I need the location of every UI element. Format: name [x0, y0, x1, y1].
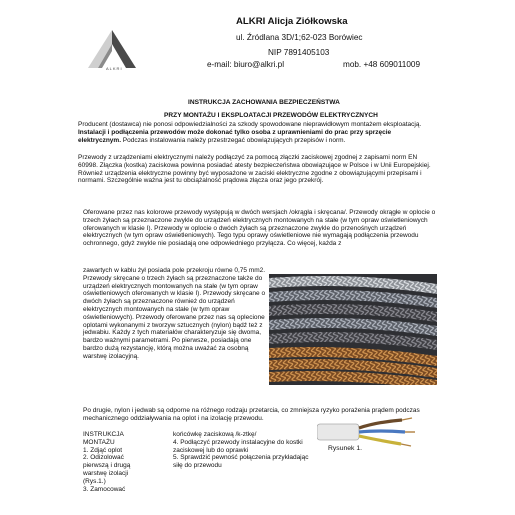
intro-paragraph-2: Przewody z urządzeniami elektrycznymi należy podłączyć za pomocą złączki zaciskowej zgodnej z zapisami norm EN 60998. Złączka (kostka) zaciskowa powinna posiadać atesty bezpieczeństwa obowiązujące w Polsce i w Unii Europejskiej. Również urządzenia elektryczne powinny być wyposażone w zaciski elektryczne zgodne z obowiązującymi przepisami i normami. Szczególnie ważna jest tu obciążalność prądowa złącza oraz jego przekrój.: [78, 154, 431, 185]
stripped-cable-figure: [317, 410, 427, 450]
company-phone: mob. +48 609011009: [343, 60, 421, 69]
doc-subtitle: PRZY MONTAŻU I EKSPLOATACJI PRZEWODÓW ELEKTRYCZNYCH: [164, 112, 378, 119]
alkri-logo: [88, 30, 136, 70]
figure-caption: Rysunek 1.: [328, 445, 363, 452]
company-name: ALKRI Alicja Ziółkowska: [236, 16, 348, 27]
braided-cables-photo: [269, 274, 437, 385]
cables-description-continued: zawartych w kablu żył posiada pole przekroju równe 0,75 mm2. Przewody skręcane o trzech żyłach są przeznaczone także do urządzeń elektrycznych montowanych na stałe (w tym opraw oświetleniowych oferowanych w klasie I). Przewody skręcane o dwóch żyłach są przeznaczone również do urządzeń elektrycznych montowanych na stałe (w tym opraw oświetleniowych). Przewody oferowane przez nas są oplecione oplotami wykonanymi z tworzyw sztucznych (nylon) bądź też z jedwabiu. Każdy z tych materiałów charakteryzuje się dwoma, bardzo ważnymi parametrami. Po pierwsze, posiadają one bardzo dużą rezystancję, którą można uważać za osobną warstwę izolacyjną.: [83, 267, 266, 360]
company-email: e-mail: biuro@alkri.pl: [207, 60, 285, 69]
company-nip: NIP 7891405103: [268, 48, 330, 57]
logo-text: ALKRI: [106, 66, 123, 71]
installation-steps-right: końcówkę zaciskową /k-ztkę/ 4. Podłączyć przewody instalacyjne do kostki zaciskowej lub do oprawki 5. Sprawdzić pewność połączenia przykładając siłę do przewodu: [173, 431, 309, 470]
installation-steps-left: INSTRUKCJA MONTAŻU 1. Zdjąć oplot 2. Odizolować pierwszą i drugą warstwę izolacji (Rys.1.) 3. Zamocować: [83, 431, 131, 493]
cables-description-final: Po drugie, nylon i jedwab są odporne na różnego rodzaju przetarcia, co zmniejsza ryzyko porażenia prądem podczas mechanicznego oddziaływania na oplot i na izolację przewodu.: [83, 407, 420, 422]
intro-paragraph-1: Producent (dostawca) nie ponosi odpowiedzialności za szkody spowodowane nieprawidłowym montażem eksploatacją. Instalacji i podłączenia przewodów może dokonać tylko osoba z uprawnieniami do prac przy sprzęcie elektrycznym. Podczas instalowania należy przestrzegać obowiązujących przepisów i norm.: [78, 121, 422, 144]
company-address: ul. Źródlana 3D/1;62-023 Borówiec: [236, 33, 363, 42]
cables-description: Oferowane przez nas kolorowe przewody występują w dwóch wersjach /okrągła i skręcana/. Przewody okrągłe w oplocie o trzech żyłach są przeznaczone zwykle do urządzeń elektrycznych montowanych na stałe (w tym opraw oświetleniowych oferowanych w klasie I). Przewody w oplocie o dwóch żyłach są przeznaczone zwykle do przenośnych urządzeń elektrycznych (w tym opraw oświetleniowych). Tego typu oprawy oświetleniowe nie wymagają podłączenia przewodu ochronnego, gdyż zwykle nie posiadają one odpowiedniego przyłącza. Co więcej, każda z: [83, 209, 436, 248]
doc-title: INSTRUKCJA ZACHOWANIA BEZPIECZEŃSTWA: [188, 99, 340, 106]
